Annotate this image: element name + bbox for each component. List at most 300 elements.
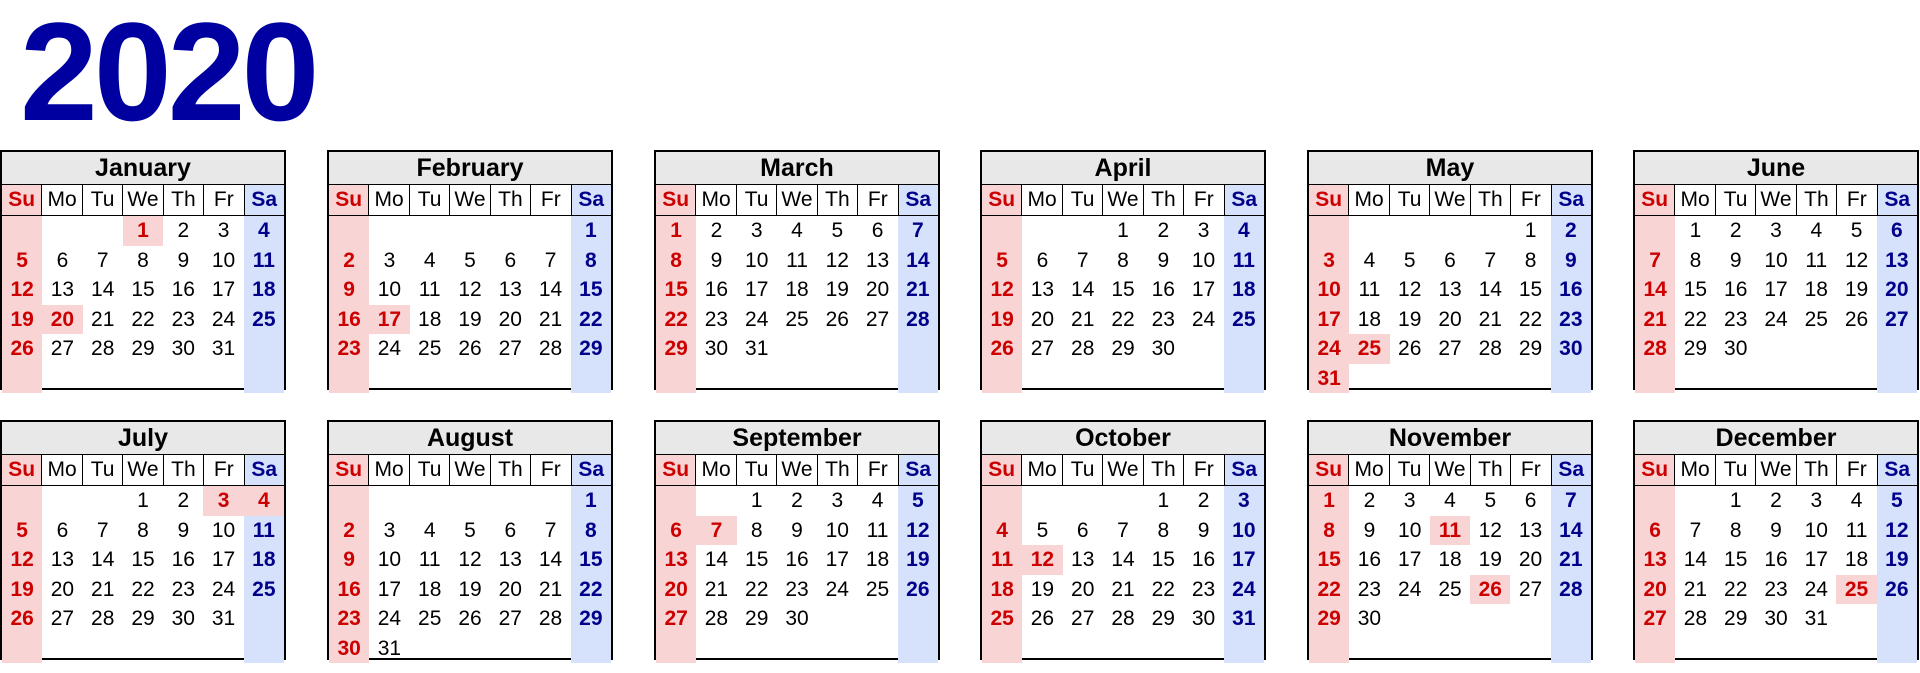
day-cell: 29 — [131, 607, 155, 630]
day-cell: 28 — [91, 337, 115, 360]
day-cell: 3 — [831, 489, 844, 512]
weekday-label: Su — [329, 455, 369, 485]
day-cell: 13 — [664, 548, 688, 571]
weekday-label: Su — [329, 185, 369, 215]
weekday-label: Sa — [899, 185, 938, 215]
day-cell: 4 — [1444, 489, 1456, 512]
weekday-label: Th — [164, 185, 204, 215]
day-cell: 29 — [1724, 607, 1748, 630]
day-cell: 4 — [423, 248, 436, 272]
day-cell: 27 — [50, 337, 75, 360]
empty-cell — [1635, 364, 1675, 394]
empty-cell — [656, 364, 696, 394]
empty-cell — [490, 486, 530, 516]
day-cell: 14 — [538, 548, 563, 571]
day-cell: 26 — [10, 607, 34, 630]
day-cell: 26 — [1844, 307, 1869, 331]
empty-cell — [410, 486, 450, 516]
empty-cell — [123, 634, 163, 664]
empty-cell — [1756, 334, 1796, 364]
day-cell: 7 — [696, 516, 736, 546]
empty-cell — [1143, 634, 1183, 664]
day-cell: 14 — [1559, 518, 1583, 542]
empty-cell — [982, 634, 1022, 664]
month-june — [1633, 150, 1919, 390]
weekday-label: Fr — [204, 455, 244, 485]
weekday-label: Fr — [858, 455, 898, 485]
day-cell: 10 — [745, 248, 769, 272]
day-cell: 26 — [10, 337, 34, 360]
day-grid — [329, 216, 611, 393]
day-cell: 19 — [990, 307, 1014, 331]
weekday-label: Fr — [858, 185, 898, 215]
day-cell: 28 — [1478, 337, 1502, 360]
day-cell: 9 — [710, 248, 723, 272]
day-cell: 18 — [252, 278, 276, 301]
day-cell: 13 — [865, 248, 890, 272]
weekday-label: Tu — [1390, 455, 1430, 485]
weekday-label: Mo — [1022, 455, 1062, 485]
day-cell: 26 — [1885, 577, 1909, 601]
weekday-label: Mo — [696, 455, 736, 485]
day-cell: 4 — [1363, 248, 1376, 272]
day-cell: 15 — [131, 548, 155, 571]
day-cell: 23 — [785, 577, 809, 601]
weekday-label: Tu — [737, 185, 777, 215]
empty-cell — [857, 604, 897, 634]
empty-cell — [1635, 634, 1675, 664]
day-cell: 25 — [1438, 577, 1462, 601]
weekday-label: Sa — [1878, 455, 1917, 485]
empty-cell — [656, 486, 696, 516]
day-cell: 4 — [1850, 489, 1863, 512]
day-cell: 22 — [1151, 577, 1175, 601]
weekday-label: Mo — [696, 185, 736, 215]
day-cell: 17 — [1232, 548, 1256, 571]
day-cell: 28 — [1071, 337, 1095, 360]
empty-cell — [42, 216, 82, 246]
empty-cell — [817, 364, 857, 394]
weekday-label: We — [1430, 455, 1470, 485]
day-cell: 16 — [1559, 278, 1583, 301]
empty-cell — [1470, 604, 1510, 634]
weekday-label: Tu — [1716, 455, 1756, 485]
day-cell: 8 — [585, 518, 597, 542]
day-cell: 7 — [544, 248, 557, 272]
day-cell: 30 — [704, 337, 729, 360]
empty-cell — [1635, 486, 1675, 516]
day-cell: 1 — [750, 489, 763, 512]
day-cell: 28 — [906, 307, 930, 331]
empty-cell — [1877, 364, 1917, 394]
day-cell: 27 — [865, 307, 890, 331]
day-cell: 31 — [1317, 366, 1341, 390]
weekday-label: Su — [656, 455, 696, 485]
day-cell: 20 — [42, 305, 82, 335]
empty-cell — [1470, 216, 1510, 246]
empty-cell — [450, 634, 490, 664]
day-cell: 5 — [1850, 219, 1863, 242]
day-cell: 21 — [91, 307, 115, 331]
day-cell: 1 — [585, 219, 597, 242]
day-grid — [982, 216, 1264, 393]
empty-cell — [450, 364, 490, 394]
day-cell: 19 — [1030, 577, 1055, 601]
empty-cell — [898, 634, 938, 664]
month-august — [327, 420, 613, 660]
day-cell: 14 — [1643, 278, 1667, 301]
empty-cell — [1877, 604, 1917, 634]
empty-cell — [817, 604, 857, 634]
day-cell: 26 — [458, 607, 482, 630]
empty-cell — [817, 634, 857, 664]
empty-cell — [1183, 334, 1223, 364]
weekday-label: We — [777, 185, 817, 215]
empty-cell — [737, 634, 777, 664]
day-cell: 25 — [785, 307, 809, 331]
empty-cell — [1836, 364, 1876, 394]
day-cell: 31 — [745, 337, 769, 360]
day-cell: 4 — [871, 489, 884, 512]
empty-cell — [1756, 634, 1796, 664]
day-cell: 31 — [211, 337, 236, 360]
day-cell: 25 — [252, 307, 276, 331]
day-cell: 30 — [171, 607, 195, 630]
day-cell: 4 — [791, 219, 803, 242]
day-cell: 19 — [458, 577, 482, 601]
empty-cell — [329, 486, 369, 516]
day-cell: 27 — [664, 607, 688, 630]
weekday-label: Sa — [572, 185, 611, 215]
empty-cell — [1756, 364, 1796, 394]
empty-cell — [1103, 486, 1143, 516]
month-april — [980, 150, 1266, 390]
day-cell: 3 — [1810, 489, 1823, 512]
day-cell: 29 — [1683, 337, 1708, 360]
day-cell: 31 — [211, 607, 236, 630]
day-cell: 11 — [1845, 518, 1868, 542]
weekday-label: Su — [982, 455, 1022, 485]
day-cell: 7 — [1117, 518, 1129, 542]
day-cell: 17 — [1764, 278, 1788, 301]
day-cell: 10 — [211, 518, 236, 542]
day-cell: 30 — [1764, 607, 1788, 630]
day-cell: 2 — [1565, 219, 1577, 242]
day-cell: 25 — [1349, 334, 1389, 364]
day-cell: 22 — [131, 307, 155, 331]
day-cell: 6 — [504, 248, 517, 272]
day-cell: 25 — [418, 337, 442, 360]
day-cell: 8 — [137, 518, 149, 542]
day-cell: 25 — [990, 607, 1014, 630]
weekday-label: Fr — [1511, 185, 1551, 215]
day-cell: 16 — [1357, 548, 1382, 571]
day-cell: 20 — [1071, 577, 1095, 601]
empty-cell — [490, 216, 530, 246]
year-title: 2020 — [20, 0, 316, 150]
day-grid — [329, 486, 611, 663]
day-cell: 13 — [1071, 548, 1095, 571]
empty-cell — [2, 364, 42, 394]
day-cell: 16 — [1764, 548, 1788, 571]
weekday-label: Su — [1309, 455, 1349, 485]
day-cell: 17 — [1398, 548, 1422, 571]
day-cell: 9 — [1363, 518, 1376, 542]
day-cell: 13 — [50, 548, 75, 571]
day-cell: 28 — [1111, 607, 1135, 630]
weekday-label: Fr — [1511, 455, 1551, 485]
empty-cell — [982, 364, 1022, 394]
day-cell: 2 — [343, 518, 355, 542]
empty-cell — [2, 634, 42, 664]
day-cell: 17 — [745, 278, 769, 301]
weekday-label: Tu — [1063, 455, 1103, 485]
empty-cell — [1430, 216, 1470, 246]
empty-cell — [1675, 486, 1715, 516]
empty-cell — [1103, 634, 1143, 664]
weekday-label: Th — [1471, 455, 1511, 485]
empty-cell — [1063, 634, 1103, 664]
day-cell: 22 — [131, 577, 155, 601]
day-cell: 23 — [704, 307, 729, 331]
empty-cell — [1022, 486, 1062, 516]
day-cell: 24 — [211, 577, 236, 601]
day-cell: 8 — [1323, 518, 1335, 542]
day-cell: 6 — [1036, 248, 1049, 272]
weekday-label: Sa — [1552, 185, 1591, 215]
weekday-label: Fr — [204, 185, 244, 215]
weekday-label: We — [1103, 455, 1143, 485]
day-cell: 16 — [785, 548, 809, 571]
empty-cell — [369, 364, 409, 394]
day-cell: 4 — [996, 518, 1008, 542]
empty-cell — [410, 364, 450, 394]
empty-cell — [1143, 364, 1183, 394]
month-name: April — [982, 152, 1264, 185]
day-cell: 21 — [1478, 307, 1502, 331]
empty-cell — [1390, 604, 1430, 634]
empty-cell — [1103, 364, 1143, 394]
day-cell: 15 — [745, 548, 769, 571]
weekday-label: Tu — [410, 455, 450, 485]
day-cell: 17 — [377, 577, 402, 601]
empty-cell — [1675, 634, 1715, 664]
day-cell: 12 — [990, 278, 1014, 301]
day-cell: 19 — [906, 548, 930, 571]
day-cell: 11 — [418, 548, 441, 571]
day-cell: 16 — [704, 278, 729, 301]
day-cell: 6 — [1649, 518, 1661, 542]
day-cell: 10 — [1317, 278, 1341, 301]
day-cell: 16 — [1151, 278, 1175, 301]
empty-cell — [42, 364, 82, 394]
day-cell: 19 — [1478, 548, 1502, 571]
empty-cell — [2, 486, 42, 516]
empty-cell — [1430, 364, 1470, 394]
empty-cell — [1022, 364, 1062, 394]
empty-cell — [83, 364, 123, 394]
day-grid — [656, 486, 938, 663]
empty-cell — [898, 604, 938, 634]
day-cell: 3 — [1770, 219, 1782, 242]
weekday-label: Sa — [245, 185, 284, 215]
day-cell: 5 — [16, 248, 28, 272]
day-cell: 20 — [1030, 307, 1055, 331]
day-cell: 5 — [831, 219, 844, 242]
day-cell: 9 — [343, 548, 355, 571]
weekday-label: Sa — [572, 455, 611, 485]
weekday-header — [982, 455, 1264, 486]
empty-cell — [490, 634, 530, 664]
empty-cell — [1836, 334, 1876, 364]
weekday-label: We — [1103, 185, 1143, 215]
weekday-label: Th — [818, 455, 858, 485]
day-cell: 15 — [1724, 548, 1748, 571]
day-cell: 22 — [1111, 307, 1135, 331]
day-cell: 16 — [337, 307, 361, 331]
day-cell: 15 — [664, 278, 688, 301]
day-cell: 20 — [1885, 278, 1909, 301]
month-may — [1307, 150, 1593, 390]
day-cell: 10 — [377, 278, 402, 301]
month-july — [0, 420, 286, 660]
month-name: January — [2, 152, 284, 185]
day-cell: 14 — [91, 278, 115, 301]
day-cell: 12 — [458, 278, 482, 301]
day-cell: 20 — [664, 577, 688, 601]
day-cell: 11 — [252, 248, 275, 272]
day-cell: 22 — [579, 577, 603, 601]
weekday-label: Tu — [1063, 185, 1103, 215]
month-february — [327, 150, 613, 390]
day-cell: 19 — [10, 577, 34, 601]
day-cell: 31 — [377, 636, 402, 660]
day-cell: 12 — [1398, 278, 1422, 301]
day-cell: 24 — [211, 307, 236, 331]
empty-cell — [898, 334, 938, 364]
empty-cell — [530, 486, 570, 516]
day-cell: 20 — [1643, 577, 1667, 601]
day-cell: 15 — [1518, 278, 1543, 301]
empty-cell — [1224, 334, 1264, 364]
weekday-label: Th — [1144, 185, 1184, 215]
weekday-label: Tu — [737, 455, 777, 485]
weekday-label: Th — [818, 185, 858, 215]
weekday-header — [1309, 455, 1591, 486]
empty-cell — [1796, 364, 1836, 394]
day-cell: 8 — [137, 248, 149, 272]
weekday-label: Mo — [369, 185, 409, 215]
day-cell: 27 — [1885, 307, 1909, 331]
day-cell: 9 — [343, 278, 355, 301]
day-cell: 13 — [1518, 518, 1543, 542]
day-cell: 10 — [211, 248, 236, 272]
day-cell: 26 — [1030, 607, 1055, 630]
day-cell: 29 — [664, 337, 688, 360]
empty-cell — [571, 634, 611, 664]
empty-cell — [1183, 364, 1223, 394]
weekday-header — [2, 185, 284, 216]
day-cell: 11 — [1232, 248, 1255, 272]
day-cell: 8 — [585, 248, 597, 272]
day-cell: 16 — [337, 577, 361, 601]
weekday-label: Su — [2, 455, 42, 485]
day-cell: 11 — [1430, 516, 1470, 546]
day-cell: 25 — [418, 607, 442, 630]
day-cell: 15 — [1111, 278, 1135, 301]
day-cell: 3 — [383, 518, 396, 542]
weekday-label: Tu — [1716, 185, 1756, 215]
day-cell: 9 — [1565, 248, 1577, 272]
empty-cell — [369, 486, 409, 516]
day-cell: 30 — [337, 636, 361, 660]
day-cell: 6 — [56, 248, 69, 272]
empty-cell — [571, 364, 611, 394]
day-cell: 3 — [203, 486, 243, 516]
day-cell: 13 — [1643, 548, 1667, 571]
day-cell: 25 — [1836, 575, 1876, 605]
day-cell: 20 — [498, 577, 522, 601]
day-cell: 17 — [211, 548, 236, 571]
weekday-label: Mo — [1349, 455, 1389, 485]
weekday-label: Sa — [1225, 455, 1264, 485]
day-cell: 1 — [1117, 219, 1129, 242]
day-grid — [1309, 486, 1591, 663]
day-cell: 26 — [825, 307, 849, 331]
empty-cell — [1635, 216, 1675, 246]
weekday-label: Th — [1797, 185, 1837, 215]
weekday-label: Th — [1144, 455, 1184, 485]
day-cell: 7 — [912, 219, 924, 242]
day-cell: 27 — [1518, 577, 1543, 601]
day-cell: 14 — [1683, 548, 1708, 571]
day-cell: 1 — [1524, 219, 1537, 242]
day-cell: 20 — [865, 278, 890, 301]
day-cell: 6 — [1076, 518, 1089, 542]
day-cell: 6 — [871, 219, 884, 242]
empty-cell — [777, 634, 817, 664]
weekday-label: Th — [1471, 185, 1511, 215]
day-cell: 24 — [1191, 307, 1216, 331]
weekday-label: Mo — [42, 455, 82, 485]
day-cell: 5 — [464, 248, 476, 272]
day-cell: 6 — [1891, 219, 1903, 242]
day-cell: 18 — [1232, 278, 1256, 301]
month-name: November — [1309, 422, 1591, 455]
day-cell: 15 — [579, 278, 603, 301]
weekday-label: Mo — [1349, 185, 1389, 215]
empty-cell — [1510, 364, 1550, 394]
day-cell: 24 — [825, 577, 849, 601]
day-cell: 10 — [377, 548, 402, 571]
day-cell: 20 — [1438, 307, 1462, 331]
day-cell: 11 — [418, 278, 441, 301]
day-cell: 1 — [1689, 219, 1702, 242]
weekday-header — [329, 185, 611, 216]
day-cell: 6 — [1524, 489, 1537, 512]
day-cell: 20 — [1518, 548, 1543, 571]
day-cell: 29 — [1317, 607, 1341, 630]
day-cell: 27 — [498, 337, 522, 360]
day-cell: 7 — [1484, 248, 1497, 272]
day-cell: 8 — [670, 248, 682, 272]
day-grid — [2, 486, 284, 663]
day-cell: 12 — [458, 548, 482, 571]
day-cell: 27 — [1438, 337, 1462, 360]
empty-cell — [1836, 604, 1876, 634]
empty-cell — [369, 216, 409, 246]
day-cell: 23 — [1764, 577, 1788, 601]
